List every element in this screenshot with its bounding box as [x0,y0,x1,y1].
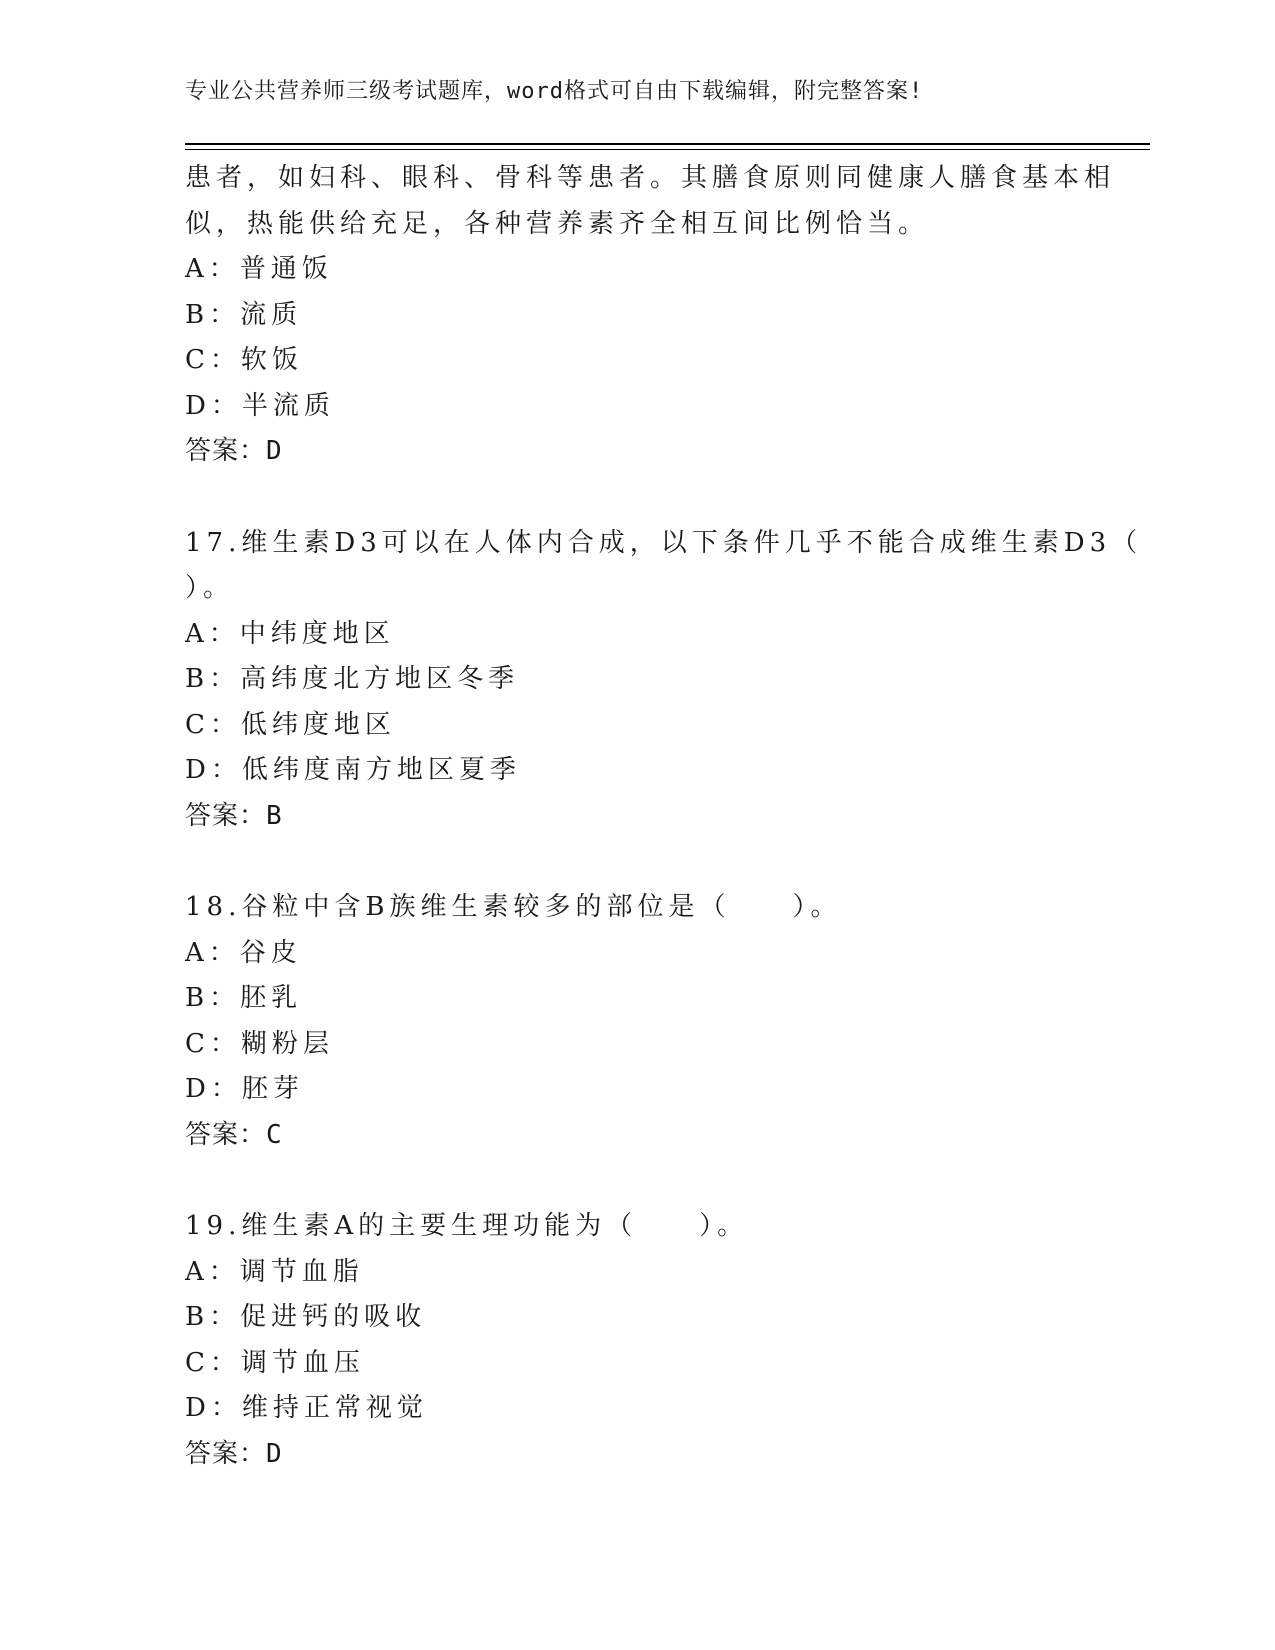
option-b: B：促进钙的吸收 [185,1302,427,1332]
spacer [185,475,1085,521]
answer-value: C [266,1119,283,1150]
question-19 [185,1204,1085,1477]
answer-value: D [266,1438,283,1469]
option-c: C：糊粉层 [185,1028,334,1059]
spacer [185,839,1085,885]
answer-line [185,794,1085,840]
answer-label: 答案： [185,1119,267,1150]
answer-value: D [266,436,283,466]
option-b: B：胚乳 [185,983,303,1013]
option-c: C：低纬度地区 [185,709,396,740]
question-content [185,156,1143,1477]
header-rule-thin [185,149,1150,150]
option-d: D：低纬度南方地区夏季 [185,755,521,785]
answer-value: B [266,800,283,831]
spacer [185,1158,1085,1204]
page-header: 专业公共营养师三级考试题库，word格式可自由下载编辑，附完整答案! [185,79,924,104]
option-d: D：胚芽 [185,1074,304,1104]
option-d: D：半流质 [185,390,335,421]
question-text-line: 19.维生素A的主要生理功能为（ ）。 [185,1211,749,1241]
answer-label: 答案： [185,800,267,831]
answer-line [185,1113,1085,1159]
option-a: A：普通饭 [185,254,333,284]
option-b: B：流质 [185,299,303,330]
question-text-line: 17.维生素D3可以在人体内合成，以下条件几乎不能合成维生素D3（ [185,527,1143,558]
header-rule-thick [185,143,1150,145]
answer-label: 答案： [185,1438,267,1469]
answer-line [185,429,1085,475]
option-b: B：高纬度北方地区冬季 [185,664,520,694]
option-a: A：中纬度地区 [185,618,395,649]
question-text-line: 患者，如妇科、眼科、骨科等患者。其膳食原则同健康人膳食基本相 [185,163,1116,193]
question-17 [185,521,1143,840]
option-a: A：谷皮 [185,937,302,968]
option-c: C：软饭 [185,345,303,375]
answer-label: 答案： [185,436,267,466]
option-a: A：调节血脂 [185,1256,364,1287]
option-d: D：维持正常视觉 [185,1393,428,1423]
question-text-line: 似，热能供给充足，各种营养素齐全相互间比例恰当。 [185,208,930,239]
question-text-line: ）。 [185,573,235,603]
option-c: C：调节血压 [185,1347,365,1378]
question-18 [185,885,1085,1158]
question-16-continuation [185,156,1116,475]
answer-line [185,1432,1085,1478]
question-text-line: 18.谷粒中含B族维生素较多的部位是（ ）。 [185,892,842,922]
